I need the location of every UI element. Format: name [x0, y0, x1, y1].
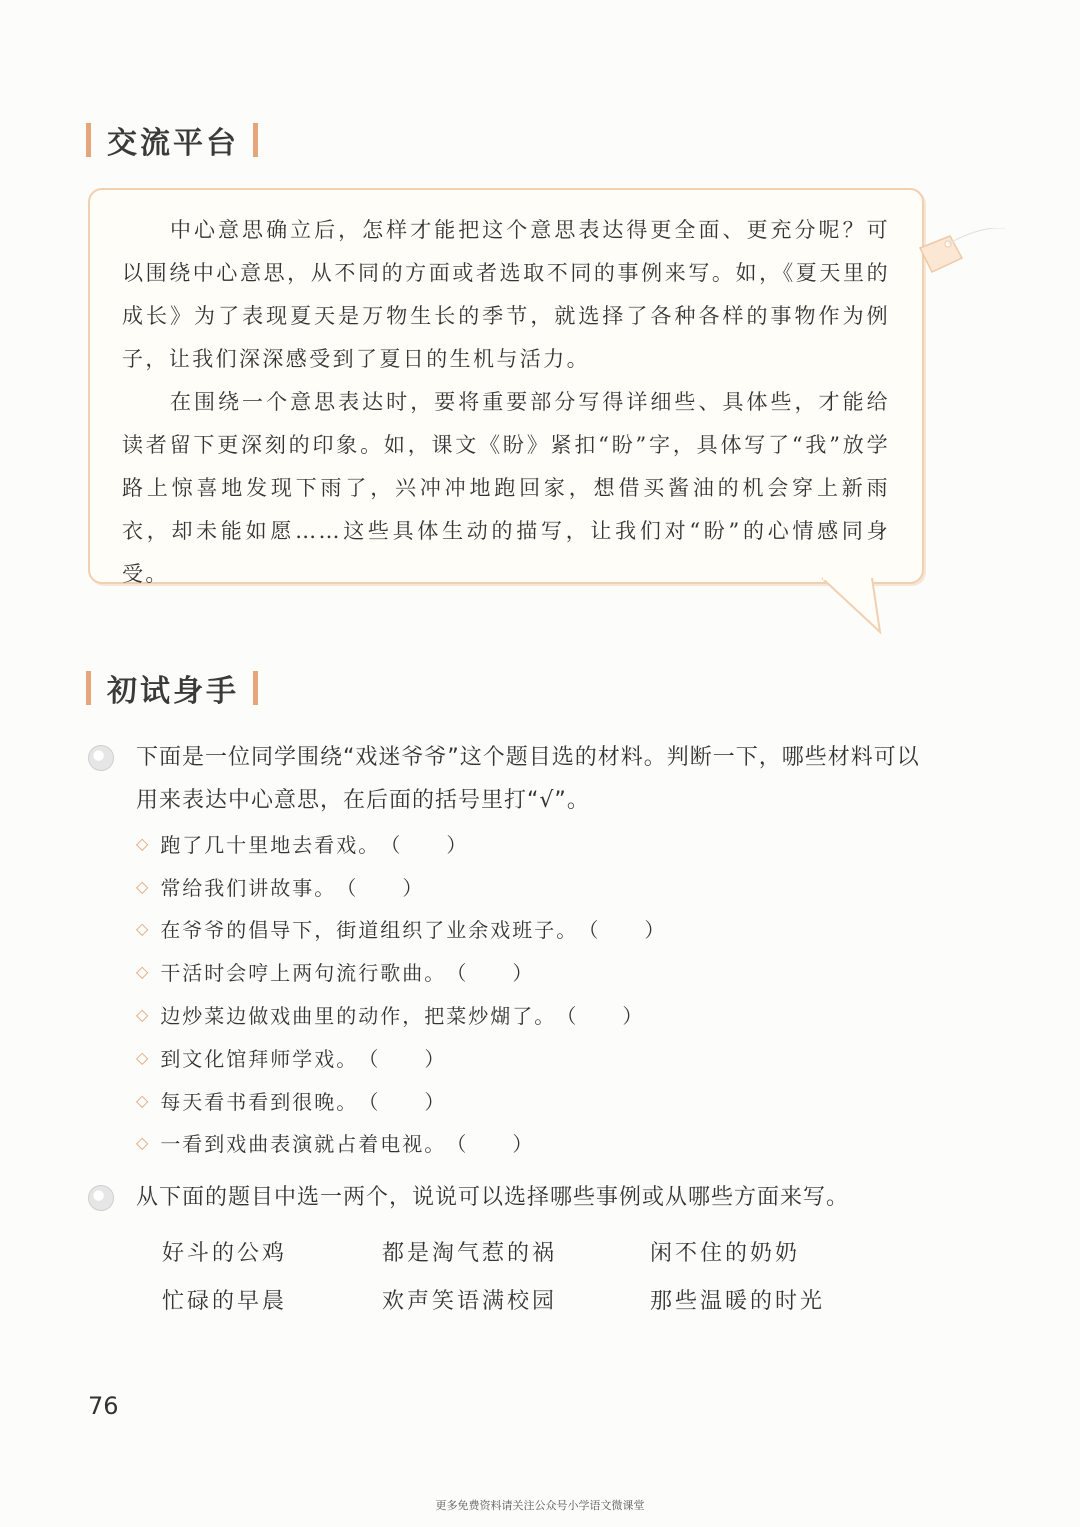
option-item [136, 913, 664, 943]
option-item [136, 999, 642, 1029]
option-text: 边炒菜边做戏曲里的动作，把菜炒煳了。 [160, 1003, 557, 1028]
bubble-paragraph-1: 中心意思确立后，怎样才能把这个意思表达得更全面、更充分呢？可以围绕中心意思，从不同的方面或者选取不同的事例来写。如，《夏天里的成长》为了表现夏天是万物生长的季节，就选择了各种各样的事物作为例子，让我们深深感受到了夏日的生机与活力。 [122, 218, 890, 371]
topic-item: 忙碌的早晨 [162, 1289, 288, 1314]
diamond-outline-icon: ◇ [136, 918, 149, 938]
bubble-paragraph-2: 在围绕一个意思表达时，要将重要部分写得详细些、具体些，才能给读者留下更深刻的印象。如，课文《盼》紧扣“盼”字，具体写了“我”放学路上惊喜地发现下雨了，兴冲冲地跑回家，想借买酱油的机会穿上新雨衣，却未能如愿……这些具体生动的描写，让我们对“盼”的心情感同身受。 [122, 390, 890, 586]
topic-item: 那些温暖的时光 [650, 1289, 826, 1314]
answer-parentheses[interactable]: （ ） [556, 1003, 643, 1028]
option-item [136, 871, 422, 901]
footer-note: 更多免费资料请关注公众号小学语文微课堂 [435, 1499, 645, 1512]
accent-bar-left [86, 671, 91, 705]
option-text: 一看到戏曲表演就占着电视。 [160, 1131, 447, 1156]
page-number: 76 [88, 1392, 119, 1420]
question-2 [88, 1176, 926, 1219]
section-header-try [86, 668, 258, 708]
section-title: 交流平台 [107, 126, 239, 161]
accent-bar-right [253, 123, 258, 157]
question-1-text: 下面是一位同学围绕“戏迷爷爷”这个题目选的材料。判断一下，哪些材料可以用来表达中心意思，在后面的括号里打“√”。 [136, 745, 920, 813]
option-text: 在爷爷的倡导下，街道组织了业余戏班子。 [160, 917, 579, 942]
diamond-outline-icon: ◇ [136, 1132, 149, 1152]
option-text: 常给我们讲故事。 [160, 875, 337, 900]
option-item [136, 1085, 444, 1115]
option-text: 到文化馆拜师学戏。 [160, 1046, 359, 1071]
option-text: 干活时会哼上两句流行歌曲。 [160, 960, 447, 985]
bookmark-tag-icon [910, 228, 1010, 308]
option-text: 跑了几十里地去看戏。 [160, 832, 381, 857]
diamond-outline-icon: ◇ [136, 1047, 149, 1067]
answer-parentheses[interactable]: （ ） [578, 917, 665, 942]
diamond-outline-icon: ◇ [136, 1090, 149, 1110]
question-1 [88, 736, 926, 822]
diamond-outline-icon: ◇ [136, 833, 149, 853]
section-title: 初试身手 [107, 674, 239, 709]
topic-item: 欢声笑语满校园 [382, 1289, 558, 1314]
answer-parentheses[interactable]: （ ） [380, 832, 467, 857]
answer-parentheses[interactable]: （ ） [446, 1131, 533, 1156]
circle-bullet-icon [88, 1185, 114, 1211]
option-item [136, 956, 532, 986]
answer-parentheses[interactable]: （ ） [358, 1089, 445, 1114]
section-header-exchange [86, 120, 258, 160]
question-2-text: 从下面的题目中选一两个，说说可以选择哪些事例或从哪些方面来写。 [136, 1185, 850, 1210]
accent-bar-left [86, 123, 91, 157]
answer-parentheses[interactable]: （ ） [446, 960, 533, 985]
option-item [136, 1127, 532, 1157]
option-item [136, 828, 466, 858]
topic-item: 闲不住的奶奶 [650, 1241, 801, 1266]
diamond-outline-icon: ◇ [136, 876, 149, 896]
diamond-outline-icon: ◇ [136, 1004, 149, 1024]
option-item [136, 1042, 444, 1072]
diamond-outline-icon: ◇ [136, 961, 149, 981]
answer-parentheses[interactable]: （ ） [336, 875, 423, 900]
topic-item: 好斗的公鸡 [162, 1241, 288, 1266]
circle-bullet-icon [88, 745, 114, 771]
topic-item: 都是淘气惹的祸 [382, 1241, 558, 1266]
accent-bar-right [253, 671, 258, 705]
option-text: 每天看书看到很晚。 [160, 1089, 359, 1114]
answer-parentheses[interactable]: （ ） [358, 1046, 445, 1071]
